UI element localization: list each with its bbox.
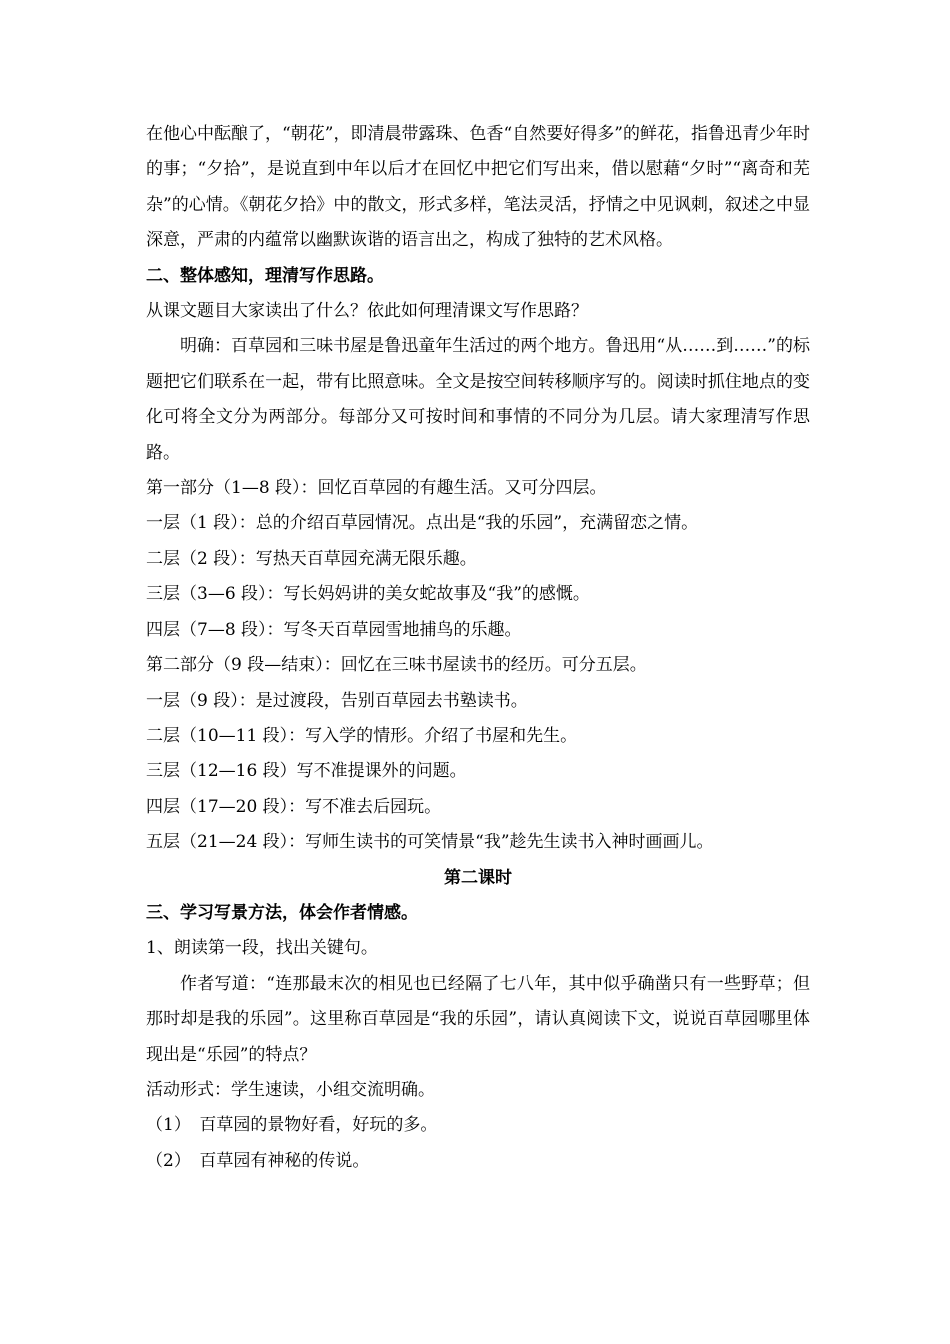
part-2-summary: 第二部分（9 段—结束）：回忆在三味书屋读书的经历。可分五层。 <box>146 655 647 676</box>
part-2-layer-3: 三层（12—16 段）写不准提课外的问题。 <box>146 761 467 782</box>
section-heading-3: 三、学习写景方法，体会作者情感。 <box>146 902 418 923</box>
part-1-layer-1: 一层（1 段）：总的介绍百草园情况。点出是“我的乐园”，充满留恋之情。 <box>146 513 699 534</box>
task-1: 1、朗读第一段，找出关键句。 <box>146 938 378 959</box>
document-body <box>146 117 810 1179</box>
activity-paragraph: 活动形式：学生速读，小组交流明确。 <box>146 1079 435 1100</box>
intro-paragraph: 在他心中酝酿了，“朝花”，即清晨带露珠、色香“自然要好得多”的鲜花，指鲁迅青少年时的事；“夕拾”，是说直到中年以后才在回忆中把它们写出来，借以慰藉“夕时”“离奇和芜杂”的心情。《朝花夕拾》中的散文，形式多样，笔法灵活，抒情之中见讽刺，叙述之中显深意，严肃的内蕴常以幽默诙谐的语言出之，构成了独特的艺术风格。 <box>146 124 810 251</box>
part-2-layer-1: 一层（9 段）：是过渡段，告别百草园去书塾读书。 <box>146 690 528 711</box>
answer-paragraph: 明确：百草园和三味书屋是鲁迅童年生活过的两个地方。鲁迅用“从……到……”的标题把它们联系在一起，带有比照意味。全文是按空间转移顺序写的。阅读时抓住地点的变化可将全文分为两部分。每部分又可按时间和事情的不同分为几层。请大家理清写作思路。 <box>146 336 810 463</box>
lesson-2-title: 第二课时 <box>444 867 512 888</box>
point-1: （1） 百草园的景物好看，好玩的多。 <box>146 1115 438 1136</box>
part-1-layer-4: 四层（7—8 段）：写冬天百草园雪地捕鸟的乐趣。 <box>146 619 522 640</box>
section-heading-2: 二、整体感知，理清写作思路。 <box>146 265 384 286</box>
question-paragraph: 从课文题目大家读出了什么？依此如何理清课文写作思路？ <box>146 301 588 322</box>
part-1-layer-2: 二层（2 段）：写热天百草园充满无限乐趣。 <box>146 548 477 569</box>
part-2-layer-4: 四层（17—20 段）：写不准去后园玩。 <box>146 796 442 817</box>
quote-paragraph: 作者写道：“连那最末次的相见也已经隔了七八年，其中似乎确凿只有一些野草；但那时却是我的乐园”。这里称百草园是“我的乐园”，请认真阅读下文，说说百草园哪里体现出是“乐园”的特点？ <box>146 973 810 1065</box>
point-2: （2） 百草园有神秘的传说。 <box>146 1150 370 1171</box>
part-2-layer-5: 五层（21—24 段）：写师生读书的可笑情景“我”趁先生读书入神时画画儿。 <box>146 832 714 853</box>
part-2-layer-2: 二层（10—11 段）：写入学的情形。介绍了书屋和先生。 <box>146 725 578 746</box>
part-1-layer-3: 三层（3—6 段）：写长妈妈讲的美女蛇故事及“我”的感慨。 <box>146 584 590 605</box>
part-1-summary: 第一部分（1—8 段）：回忆百草园的有趣生活。又可分四层。 <box>146 478 607 499</box>
